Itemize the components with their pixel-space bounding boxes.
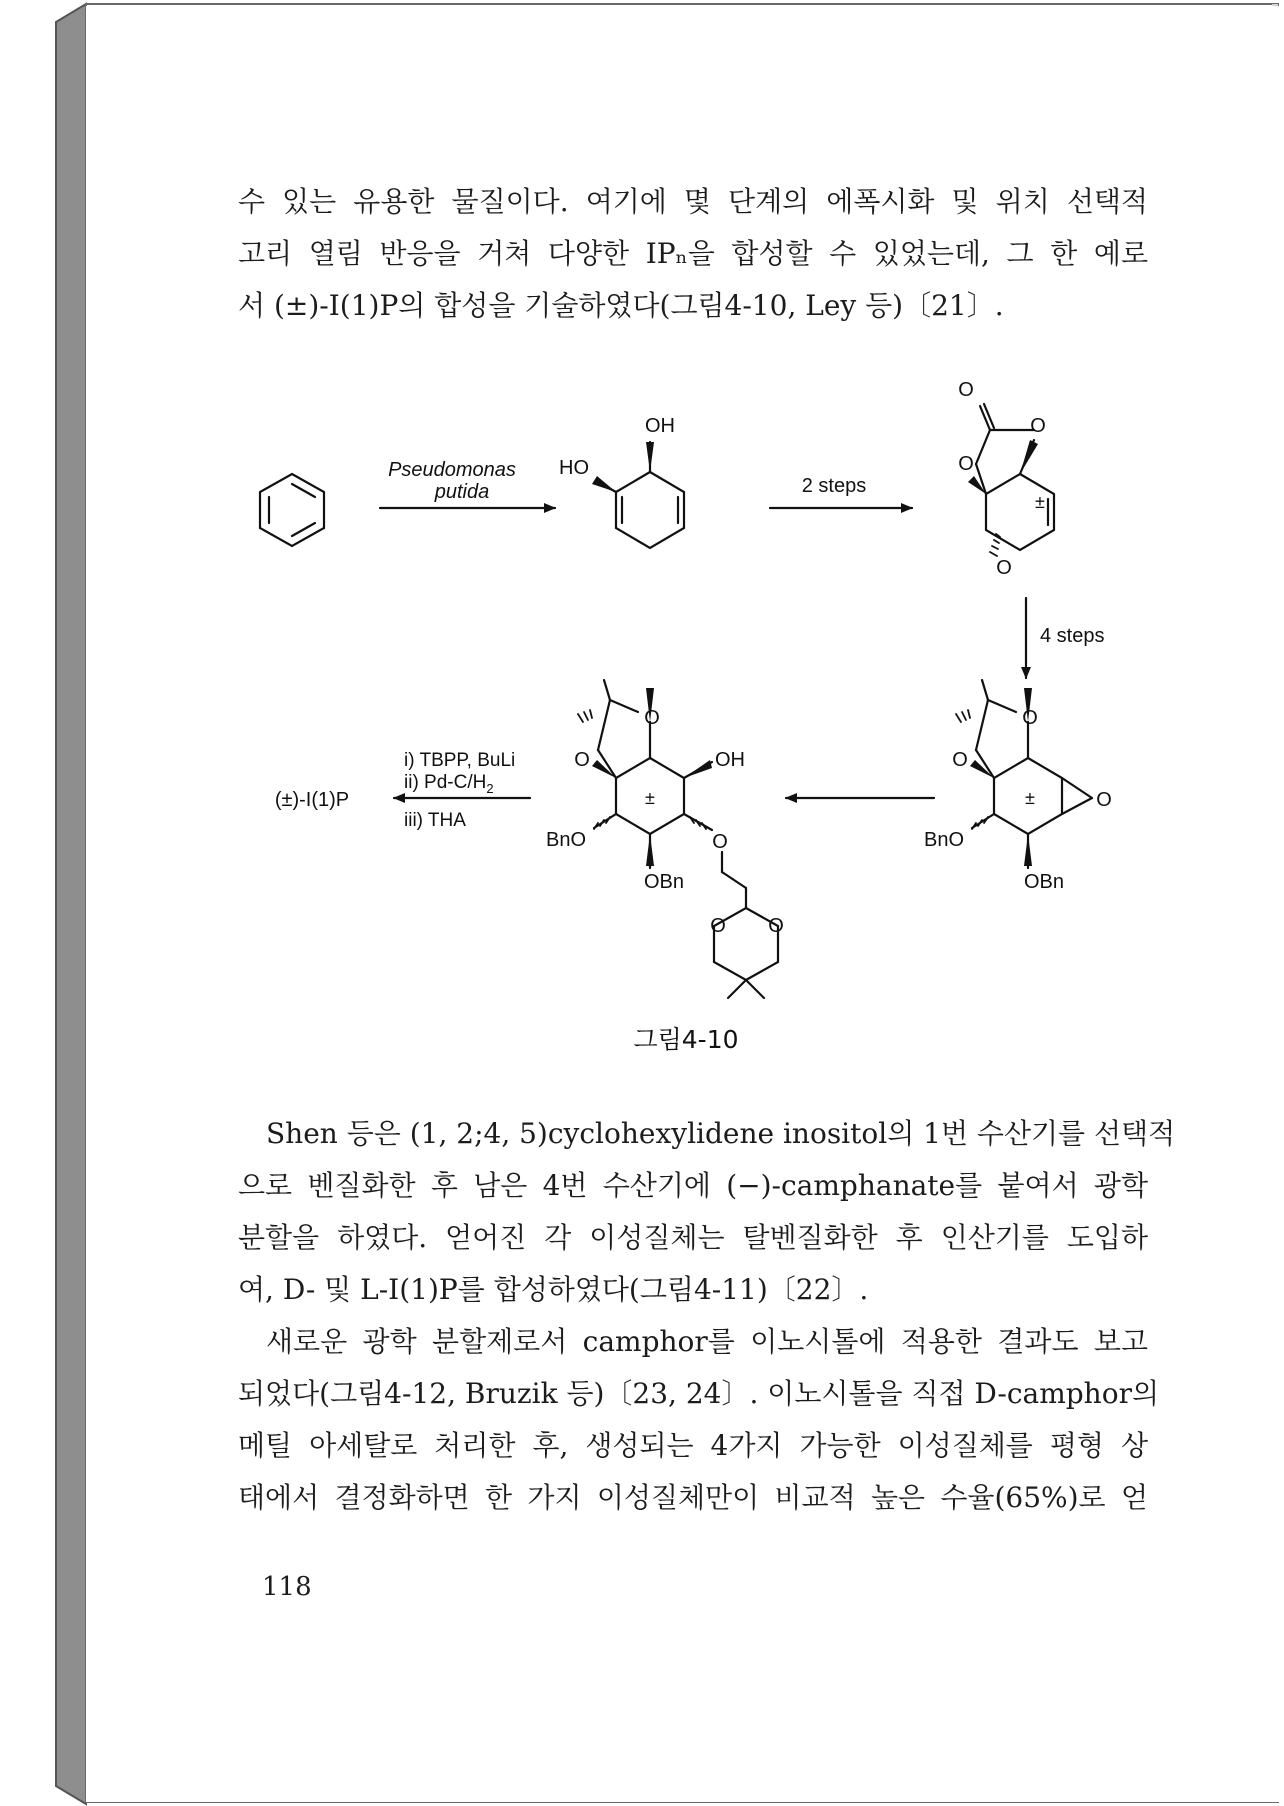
atom-label: O	[712, 831, 728, 853]
text-line: Shen 등은 (1, 2;4, 5)cyclohexylidene inositol의 1번 수산기를 선택적	[266, 1117, 1176, 1150]
cis-diol-structure	[596, 442, 684, 548]
text-line: 새로운 광학 분할제로서 camphor를 이노시톨에 적용한 결과도 보고	[266, 1325, 1148, 1358]
atom-label: O	[958, 453, 974, 475]
text-line: 메틸 아세탈로 처리한 후, 생성되는 4가지 가능한 이성질체를 평형 상	[238, 1429, 1148, 1462]
reagent-label-subscript: 2	[486, 781, 494, 796]
atom-label: O	[574, 749, 590, 771]
atom-label: O	[644, 707, 660, 729]
text-line: 서 (±)-I(1)P의 합성을 기술하였다(그림4-10, Ley 등)〔21〕.	[238, 289, 1004, 322]
atom-label: O	[768, 915, 784, 937]
atom-label: OH	[715, 749, 745, 771]
product-label: (±)-I(1)P	[274, 789, 350, 811]
atom-label: O	[1022, 707, 1038, 729]
atom-label: O	[996, 557, 1012, 579]
benzene-structure	[260, 474, 324, 546]
protected-inositol-structure	[594, 680, 778, 998]
atom-label: O	[958, 379, 974, 401]
text-line: 으로 벤질화한 후 남은 4번 수산기에 (−)-camphanate를 붙여서 광학	[238, 1169, 1148, 1202]
reagent-label: putida	[434, 481, 490, 503]
text-line: 분할을 하였다. 얻어진 각 이성질체는 탈벤질화한 후 인산기를 도입하	[238, 1221, 1148, 1254]
paragraph-resolution	[238, 1108, 1176, 1524]
step-label: 2 steps	[801, 475, 867, 497]
step-label: 4 steps	[1040, 625, 1105, 647]
atom-label: OBn	[643, 871, 685, 893]
atom-label: OBn	[1023, 871, 1065, 893]
reagent-label	[404, 772, 494, 796]
atom-label: ±	[1035, 492, 1045, 512]
atom-label: ±	[645, 788, 655, 808]
atom-label: HO	[559, 457, 589, 479]
page-number: 118	[262, 1572, 312, 1602]
reagent-label: iii) THA	[404, 810, 466, 831]
atom-label: O	[1096, 789, 1112, 811]
text-line: 여, D- 및 L-I(1)P를 합성하였다(그림4-11)〔22〕.	[238, 1273, 869, 1306]
atom-label: O	[1030, 415, 1046, 437]
reagent-label: Pseudomonas	[388, 459, 516, 481]
text-line: 수 있는 유용한 물질이다. 여기에 몇 단계의 에폭시화 및 위치 선택적	[238, 185, 1148, 218]
atom-label: OH	[645, 415, 675, 437]
text-line: 되었다(그림4-12, Bruzik 등)〔23, 24〕. 이노시톨을 직접 D-camphor의	[238, 1377, 1160, 1410]
figure-caption: 그림4-10	[633, 1025, 739, 1054]
atom-label: BnO	[545, 829, 587, 851]
reagent-label: i) TBPP, BuLi	[404, 750, 516, 771]
atom-label: ±	[1025, 788, 1035, 808]
atom-label: O	[952, 749, 968, 771]
atom-label: O	[710, 915, 726, 937]
text-line: 고리 열림 반응을 거쳐 다양한 IPₙ을 합성할 수 있었는데, 그 한 예로	[238, 237, 1148, 270]
atom-label: BnO	[923, 829, 965, 851]
reagent-label-main: ii) Pd-C/H	[404, 772, 487, 793]
text-line: 태에서 결정화하면 한 가지 이성질체만이 비교적 높은 수율(65%)로 얻	[238, 1481, 1148, 1514]
